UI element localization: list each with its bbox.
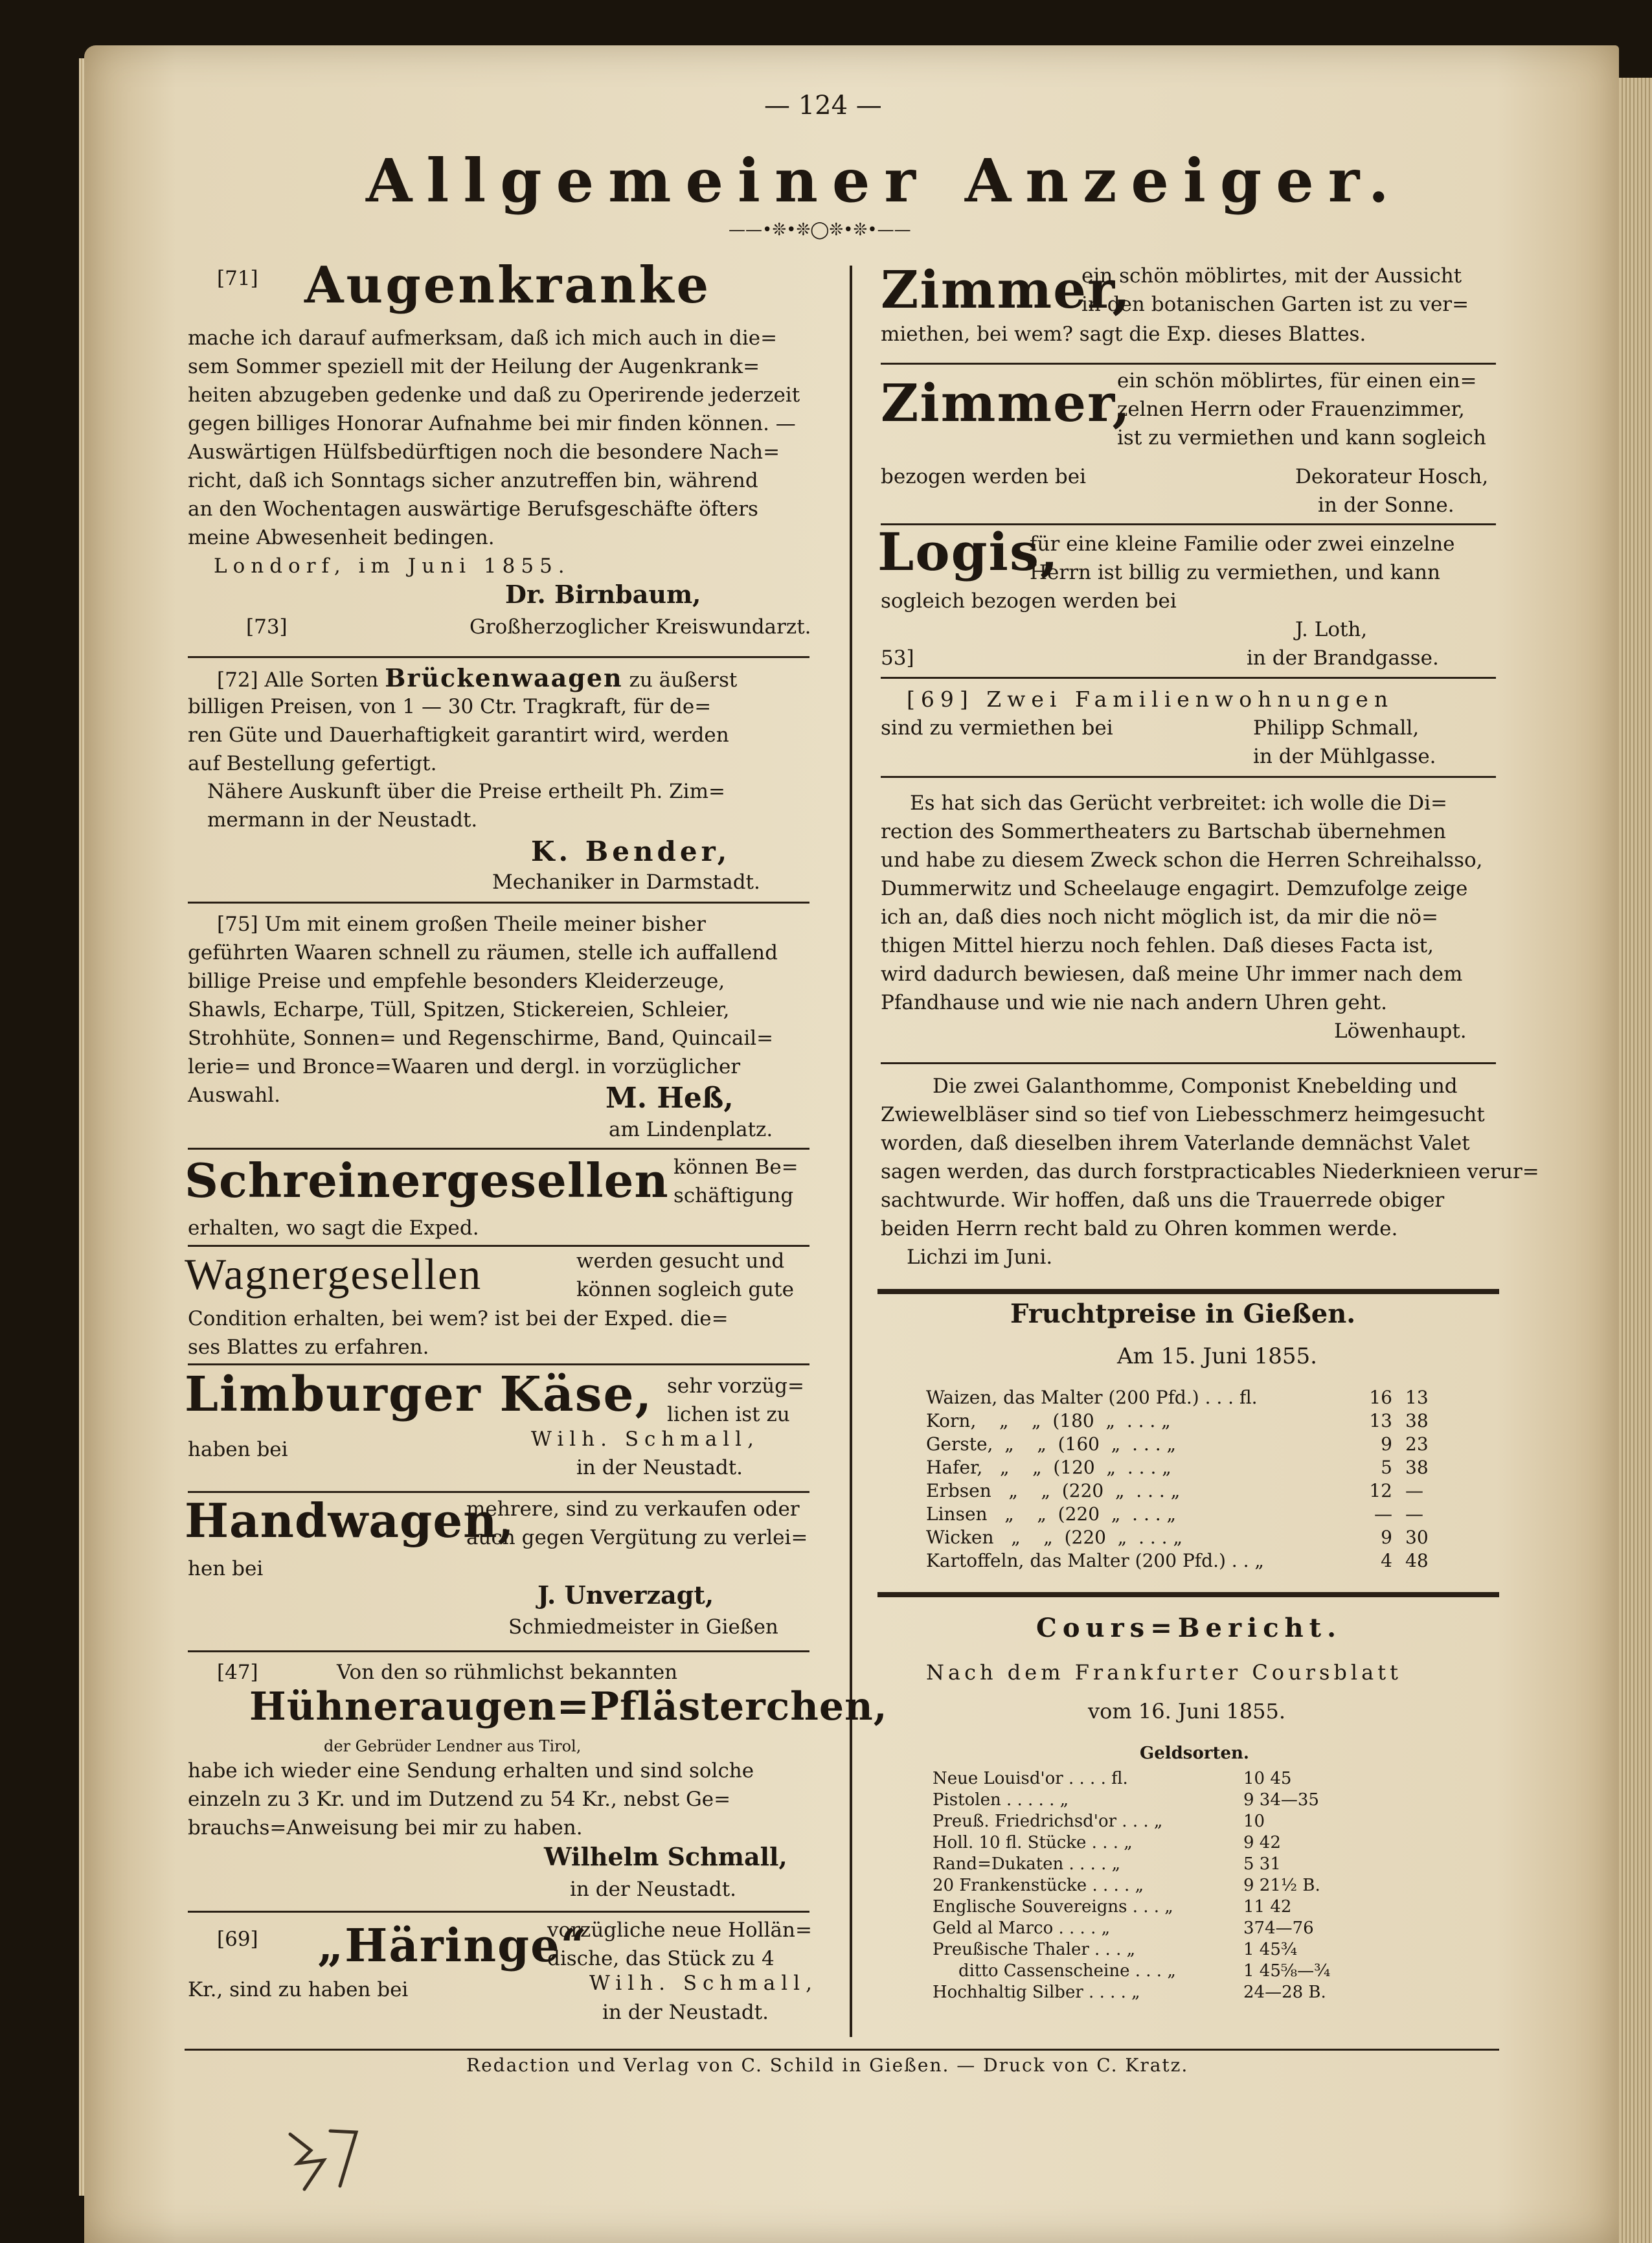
- place-date: Londorf, im Juni 1855.: [214, 554, 571, 578]
- separator-rule: [188, 1650, 809, 1652]
- address: in der Neustadt.: [576, 1456, 743, 1479]
- address: in der Neustadt.: [570, 1878, 737, 1901]
- row-value: 9 34—35: [1243, 1790, 1319, 1810]
- separator-rule: [881, 776, 1496, 778]
- signature: J. Unverzagt,: [537, 1580, 714, 1610]
- text-line: schäftigung: [673, 1184, 794, 1207]
- table-row: [933, 1854, 1425, 1875]
- name: Wilh. Schmall,: [531, 1428, 760, 1451]
- ad-body: [188, 910, 778, 1110]
- row-kr: —: [1405, 1480, 1423, 1501]
- separator-rule: [881, 363, 1496, 365]
- ad-headline: Zimmer,: [881, 372, 1132, 433]
- ad-tail: haben bei: [188, 1438, 288, 1461]
- row-label: Hafer, „ „ (120 „ . . . „: [926, 1457, 1171, 1478]
- text-line: Dummerwitz und Scheelauge engagirt. Demzufolge zeige: [881, 877, 1468, 900]
- row-label: Linsen „ „ (220 „ . . . „: [926, 1503, 1177, 1525]
- text-line: ist zu vermiethen und kann sogleich: [1117, 426, 1486, 450]
- imprint: Redaction und Verlag von C. Schild in Gießen. — Druck von C. Kratz.: [466, 2055, 1189, 2076]
- row-kr: 48: [1405, 1550, 1429, 1571]
- row-label: ditto Cassenscheine . . . „: [958, 1961, 1176, 1981]
- text-line: ses Blattes zu erfahren.: [188, 1336, 429, 1359]
- row-fl: 4: [1381, 1550, 1392, 1571]
- text-line: Lichzi im Juni.: [907, 1246, 1053, 1269]
- row-label: Pistolen . . . . . „: [933, 1790, 1069, 1810]
- text-line: Nähere Auskunft über die Preise ertheilt Ph. Zim=: [207, 780, 725, 803]
- table-row: [933, 1790, 1425, 1811]
- text-line: dische, das Stück zu 4: [547, 1947, 775, 1970]
- ad-tail: miethen, bei wem? sagt die Exp. dieses Blattes.: [881, 323, 1366, 346]
- table-row: [933, 1896, 1425, 1918]
- text-line: wird dadurch bewiesen, daß meine Uhr immer nach dem: [881, 962, 1463, 986]
- name: Dekorateur Hosch,: [1295, 465, 1489, 488]
- signature: M. Heß,: [605, 1082, 734, 1115]
- text-line: für eine kleine Familie oder zwei einzelne: [1030, 532, 1455, 556]
- row-fl: 9: [1381, 1433, 1392, 1455]
- text-line: billigen Preisen, von 1 — 30 Ctr. Tragkraft, für de=: [188, 695, 712, 718]
- separator-rule: [188, 902, 809, 904]
- text-line: mache ich darauf aufmerksam, daß ich mich auch in die=: [188, 326, 778, 350]
- text-line: sehr vorzüg=: [667, 1374, 805, 1398]
- text-line: einzeln zu 3 Kr. und im Dutzend zu 54 Kr., nebst Ge=: [188, 1788, 731, 1811]
- row-label: Waizen, das Malter (200 Pfd.) . . . fl.: [926, 1387, 1258, 1408]
- text-line: rection des Sommertheaters zu Bartschab übernehmen: [881, 820, 1446, 843]
- ad-tail: Kr., sind zu haben bei: [188, 1978, 409, 2001]
- text-line: zelnen Herrn oder Frauenzimmer,: [1117, 398, 1465, 421]
- notice-body: [881, 1072, 1539, 1271]
- text-line: in den botanischen Garten ist zu ver=: [1081, 293, 1469, 316]
- address: am Lindenplatz.: [609, 1118, 773, 1141]
- address: in der Neustadt.: [602, 2001, 769, 2024]
- notice-body: [881, 789, 1483, 1017]
- row-kr: 30: [1405, 1527, 1429, 1548]
- ad-number: [71]: [217, 267, 258, 290]
- ad-intro: Von den so rühmlichst bekannten: [337, 1661, 678, 1684]
- ad-headline: Wagnergesellen: [185, 1249, 482, 1299]
- ad-side-text: [1081, 262, 1469, 319]
- ad-headline: „Häringe“: [317, 1919, 588, 1972]
- ad-body: [207, 777, 725, 834]
- text-line: Die zwei Galanthomme, Componist Knebelding und: [933, 1075, 1458, 1098]
- ad-side-text: [1030, 530, 1455, 587]
- name: Philipp Schmall,: [1253, 716, 1420, 740]
- row-label: Preußische Thaler . . . „: [933, 1940, 1136, 1959]
- ad-side-text: [547, 1916, 812, 1973]
- address: in der Sonne.: [1318, 494, 1454, 517]
- row-fl: 12: [1369, 1480, 1392, 1501]
- row-kr: 38: [1405, 1457, 1429, 1478]
- text-line: ein schön möblirtes, für einen ein=: [1117, 369, 1477, 393]
- table-row: [933, 1918, 1425, 1939]
- text-line: mehrere, sind zu verkaufen oder: [466, 1497, 800, 1521]
- table-row: [926, 1409, 1444, 1433]
- row-label: Preuß. Friedrichsd'or . . . „: [933, 1812, 1163, 1831]
- text-line: lichen ist zu: [667, 1403, 790, 1426]
- signature-title: Mechaniker in Darmstadt.: [492, 871, 760, 894]
- ad-bold-word: Brückenwaagen: [385, 663, 623, 692]
- row-value: 10 45: [1243, 1769, 1292, 1788]
- row-label: Rand=Dukaten . . . . „: [933, 1854, 1121, 1874]
- row-value: 9 42: [1243, 1833, 1281, 1852]
- table-date: vom 16. Juni 1855.: [1088, 1699, 1285, 1724]
- text-line: billige Preise und empfehle besonders Kleiderzeuge,: [188, 970, 725, 993]
- text-line: können sogleich gute: [576, 1278, 794, 1301]
- ad-body: [188, 1304, 729, 1361]
- ad-side-text: [1117, 367, 1486, 452]
- separator-rule: [881, 677, 1496, 679]
- address: in der Brandgasse.: [1247, 646, 1439, 670]
- text-line: worden, daß dieselben ihrem Vaterlande demnächst Valet: [881, 1132, 1470, 1155]
- ad-headline: Zimmer,: [881, 259, 1132, 320]
- row-fl: 5: [1381, 1457, 1392, 1478]
- page-number: — 124 —: [764, 91, 882, 120]
- ad-number: [73]: [246, 615, 288, 639]
- ad-number: [47]: [217, 1661, 258, 1684]
- ad-side-text: [576, 1247, 794, 1304]
- ad-line: [217, 664, 737, 694]
- table-row: [933, 1768, 1425, 1790]
- ad-side-text: [466, 1495, 808, 1552]
- ad-headline: Augenkranke: [304, 256, 712, 315]
- row-label: Holl. 10 fl. Stücke . . . „: [933, 1833, 1133, 1852]
- text-line: Herrn ist billig zu vermiethen, und kann: [1030, 561, 1440, 584]
- section-heading: Geldsorten.: [1140, 1744, 1249, 1763]
- handwritten-mark: [285, 2124, 363, 2196]
- text-line: habe ich wieder eine Sendung erhalten und sind solche: [188, 1759, 754, 1782]
- text-line: Strohhüte, Sonnen= und Regenschirme, Band, Quincail=: [188, 1027, 774, 1050]
- signature: K. Bender,: [531, 836, 731, 867]
- ad-tail: hen bei: [188, 1557, 264, 1580]
- separator-rule: [188, 1911, 809, 1913]
- ad-line: [69] Zwei Familienwohnungen: [907, 687, 1394, 712]
- ad-line-start: [72] Alle Sorten: [217, 668, 379, 692]
- ad-tail: bezogen werden bei: [881, 465, 1087, 488]
- table-row: [926, 1386, 1444, 1409]
- table-title: Cours=Bericht.: [1036, 1613, 1342, 1643]
- text-line: mermann in der Neustadt.: [207, 808, 478, 832]
- table-row: [933, 1961, 1425, 1982]
- text-line: an den Wochentagen auswärtige Berufsgeschäfte öfters: [188, 497, 758, 521]
- address: in der Mühlgasse.: [1253, 745, 1436, 768]
- row-fl: 9: [1381, 1527, 1392, 1548]
- row-label: Neue Louisd'or . . . . fl.: [933, 1769, 1128, 1788]
- text-line: ren Güte und Dauerhaftigkeit garantirt wird, werden: [188, 723, 729, 747]
- column-divider: [850, 266, 852, 2037]
- separator-rule: [188, 656, 809, 658]
- ad-headline: Logis,: [877, 521, 1059, 582]
- row-fl: 16: [1369, 1387, 1392, 1408]
- ad-headline: Hühneraugen=Pflästerchen,: [249, 1684, 888, 1729]
- row-value: 24—28 B.: [1243, 1983, 1326, 2002]
- separator-rule: [188, 1148, 809, 1150]
- ad-body: [188, 1757, 754, 1842]
- text-line: Condition erhalten, bei wem? ist bei der Exped. die=: [188, 1307, 729, 1330]
- text-line: heiten abzugeben gedenke und daß zu Operirende jederzeit: [188, 383, 800, 407]
- row-fl: —: [1374, 1503, 1392, 1525]
- row-label: Wicken „ „ (220 „ . . . „: [926, 1527, 1182, 1548]
- footer-rule: [185, 2049, 1499, 2051]
- ad-maker: der Gebrüder Lendner aus Tirol,: [324, 1737, 582, 1755]
- text-line: Shawls, Echarpe, Tüll, Spitzen, Stickereien, Schleier,: [188, 998, 730, 1021]
- separator-rule: [881, 1062, 1496, 1064]
- row-kr: —: [1405, 1503, 1423, 1525]
- separator-rule-thick: [877, 1592, 1499, 1597]
- ad-side-text: [667, 1372, 804, 1429]
- text-line: Pfandhause und wie nie nach andern Uhren geht.: [881, 991, 1387, 1014]
- masthead-ornament: ——•❊•❊◯❊•❊•——: [729, 220, 911, 240]
- text-line: thigen Mittel hierzu noch fehlen. Daß dieses Facta ist,: [881, 934, 1434, 957]
- row-kr: 13: [1405, 1387, 1429, 1408]
- signature: Löwenhaupt.: [1334, 1019, 1467, 1043]
- ad-line-end: zu äußerst: [629, 668, 738, 692]
- text-line: vorzügliche neue Hollän=: [547, 1919, 812, 1942]
- signature-title: Großherzoglicher Kreiswundarzt.: [470, 615, 811, 639]
- table-subtitle: Nach dem Frankfurter Coursblatt: [926, 1660, 1402, 1685]
- table-row: [926, 1479, 1444, 1503]
- separator-rule-thick: [877, 1289, 1499, 1294]
- table-row: [933, 1832, 1425, 1854]
- table-row: [933, 1982, 1425, 2003]
- row-label: Gerste, „ „ (160 „ . . . „: [926, 1433, 1177, 1455]
- row-value: 1 45¾: [1243, 1940, 1298, 1959]
- row-label: Geld al Marco . . . . „: [933, 1919, 1111, 1938]
- text-line: ein schön möblirtes, mit der Aussicht: [1081, 264, 1462, 288]
- ad-headline: Schreinergesellen: [185, 1153, 669, 1208]
- row-label: 20 Frankenstücke . . . . „: [933, 1876, 1144, 1895]
- text-line: sagen werden, das durch forstpracticables Niederknieen verur=: [881, 1160, 1539, 1183]
- row-label: Kartoffeln, das Malter (200 Pfd.) . . „: [926, 1550, 1264, 1571]
- ad-tail: sogleich bezogen werden bei: [881, 589, 1177, 613]
- ad-headline: Handwagen,: [185, 1493, 515, 1548]
- table-row: [933, 1875, 1425, 1896]
- name: Wilh. Schmall,: [589, 1972, 818, 1995]
- text-line: geführten Waaren schnell zu räumen, stelle ich auffallend: [188, 941, 778, 964]
- row-label: Englische Souvereigns . . . „: [933, 1897, 1173, 1917]
- signature: Dr. Birnbaum,: [505, 580, 701, 609]
- row-value: 9 21½ B.: [1243, 1876, 1320, 1895]
- text-line: Auswahl.: [188, 1084, 281, 1107]
- ad-tail: erhalten, wo sagt die Exped.: [188, 1216, 479, 1240]
- table-date: Am 15. Juni 1855.: [1117, 1343, 1317, 1369]
- row-label: Hochhaltig Silber . . . . „: [933, 1983, 1140, 2002]
- row-value: 374—76: [1243, 1919, 1314, 1938]
- row-label: Erbsen „ „ (220 „ . . . „: [926, 1480, 1181, 1501]
- text-line: sem Sommer speziell mit der Heilung der Augenkrank=: [188, 355, 760, 378]
- table-row: [926, 1433, 1444, 1456]
- name: J. Loth,: [1295, 618, 1368, 641]
- text-line: lerie= und Bronce=Waaren und dergl. in vorzüglicher: [188, 1055, 741, 1078]
- masthead-title: Allgemeiner Anzeiger.: [366, 146, 1403, 216]
- ad-headline: Limburger Käse,: [185, 1367, 653, 1422]
- text-line: sachtwurde. Wir hoffen, daß uns die Trauerrede obiger: [881, 1189, 1445, 1212]
- table-row: [926, 1456, 1444, 1479]
- table-title: Fruchtpreise in Gießen.: [1010, 1299, 1356, 1329]
- ad-body: [188, 324, 800, 552]
- table-row: [926, 1549, 1444, 1573]
- row-value: 11 42: [1243, 1897, 1292, 1917]
- row-label: Korn, „ „ (180 „ . . . „: [926, 1410, 1171, 1431]
- ad-line: sind zu vermiethen bei: [881, 716, 1113, 740]
- table-row: [926, 1503, 1444, 1526]
- text-line: Es hat sich das Gerücht verbreitet: ich wolle die Di=: [910, 791, 1447, 815]
- table-rows: [933, 1768, 1425, 2003]
- row-fl: 13: [1369, 1410, 1392, 1431]
- text-line: beiden Herrn recht bald zu Ohren kommen werde.: [881, 1217, 1398, 1240]
- text-line: ich an, daß dies noch nicht möglich ist, da mir die nö=: [881, 905, 1438, 929]
- text-line: richt, daß ich Sonntags sicher anzutreffen bin, während: [188, 469, 758, 492]
- signature-title: Schmiedmeister in Gießen: [508, 1615, 778, 1639]
- text-line: [75] Um mit einem großen Theile meiner bisher: [217, 913, 706, 936]
- row-value: 5 31: [1243, 1854, 1281, 1874]
- text-line: brauchs=Anweisung bei mir zu haben.: [188, 1816, 583, 1839]
- text-line: auf Bestellung gefertigt.: [188, 752, 437, 775]
- text-line: werden gesucht und: [576, 1249, 785, 1273]
- separator-rule: [188, 1363, 809, 1365]
- text-line: meine Abwesenheit bedingen.: [188, 526, 495, 549]
- signature: Wilhelm Schmall,: [544, 1842, 787, 1871]
- text-line: gegen billiges Honorar Aufnahme bei mir finden können. —: [188, 412, 796, 435]
- text-line: Zwiewelbläser sind so tief von Liebesschmerz heimgesucht: [881, 1103, 1485, 1126]
- row-value: 10: [1243, 1812, 1265, 1831]
- row-value: 1 45⅝—¾: [1243, 1961, 1331, 1981]
- text-line: auch gegen Vergütung zu verlei=: [466, 1526, 808, 1549]
- row-kr: 23: [1405, 1433, 1429, 1455]
- row-kr: 38: [1405, 1410, 1429, 1431]
- ad-side-text: [673, 1153, 798, 1210]
- table-row: [933, 1811, 1425, 1832]
- text-line: und habe zu diesem Zweck schon die Herren Schreihalsso,: [881, 848, 1483, 872]
- ad-number: [69]: [217, 1928, 258, 1951]
- text-line: Auswärtigen Hülfsbedürftigen noch die besondere Nach=: [188, 440, 780, 464]
- text-line: können Be=: [673, 1156, 798, 1179]
- table-row: [926, 1526, 1444, 1549]
- ad-number: 53]: [881, 646, 914, 670]
- ad-body: [188, 692, 729, 778]
- table-row: [933, 1939, 1425, 1961]
- table-rows: [926, 1386, 1444, 1573]
